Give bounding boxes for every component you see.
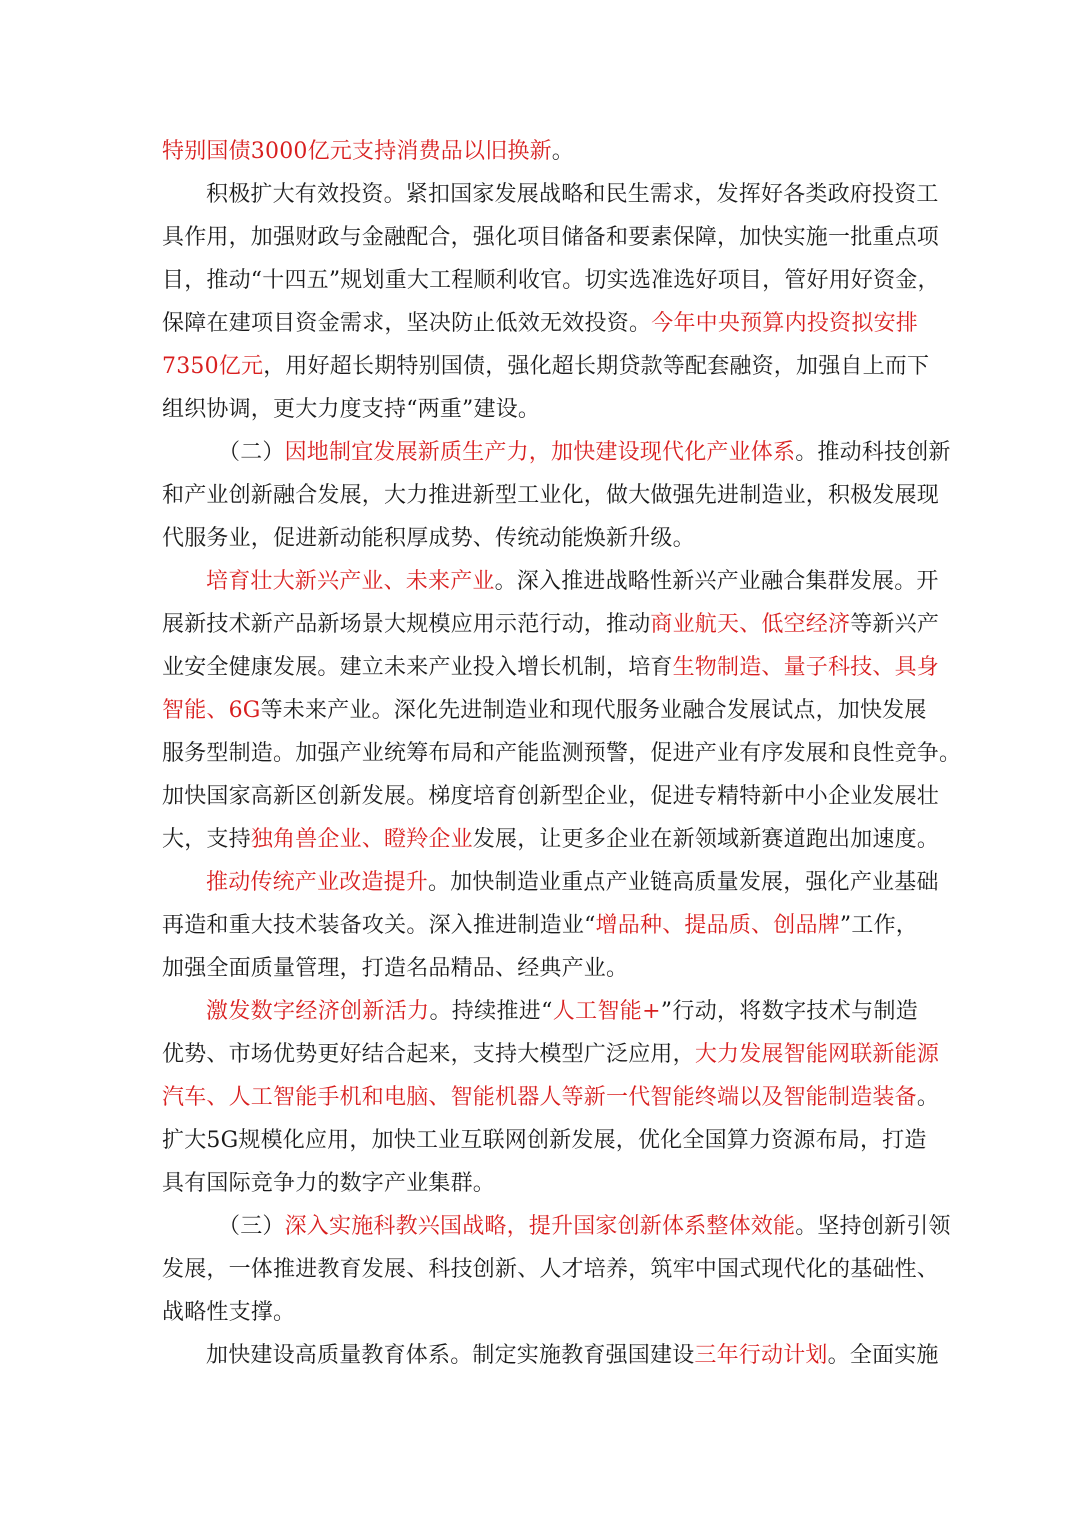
- highlighted-text: 汽车、人工智能手机和电脑、智能机器人等新一代智能终端以及智能制造装备: [162, 1085, 917, 1110]
- body-text: ”工作，: [839, 913, 918, 938]
- text-line: [162, 689, 927, 732]
- text-line: [162, 1033, 940, 1076]
- text-line: [162, 302, 918, 345]
- body-text: 战略性支撑。: [162, 1300, 296, 1325]
- body-text: 加快国家高新区创新发展。梯度培育创新型企业，促进专精特新中小企业发展壮: [162, 784, 940, 809]
- text-line: [162, 1205, 951, 1248]
- text-line: [162, 818, 940, 861]
- body-text: 等未来产业。深化先进制造业和现代服务业融合发展试点，加快发展: [260, 698, 927, 723]
- highlighted-text: 生物制造、量子科技、具身: [672, 655, 940, 680]
- body-text: ，用好超长期特别国债，强化超长期贷款等配套融资，加强自上而下: [263, 354, 930, 379]
- body-text: ”行动，将数字技术与制造: [660, 999, 918, 1024]
- body-text: 。持续推进“: [429, 999, 553, 1024]
- document-body: [162, 130, 962, 1377]
- body-text: 组织协调，更大力度支持“两重”建设。: [162, 397, 541, 422]
- text-line: [162, 431, 951, 474]
- text-line: [162, 259, 940, 302]
- body-text: 优势、市场优势更好结合起来，支持大模型广泛应用，: [162, 1042, 695, 1067]
- text-line: [162, 947, 918, 990]
- text-line: [162, 345, 930, 388]
- body-text: 和产业创新融合发展，大力推进新型工业化，做大做强先进制造业，积极发展现: [162, 483, 940, 508]
- body-text: 代服务业，促进新动能积厚成势、传统动能焕新升级。: [162, 526, 695, 551]
- text-line: [162, 216, 940, 259]
- highlighted-text: 三年行动计划: [694, 1343, 828, 1368]
- body-text: 等新兴产: [850, 612, 940, 637]
- body-text: 加快建设高质量教育体系。制定实施教育强国建设: [206, 1343, 695, 1368]
- text-line: [162, 388, 918, 431]
- body-text: （三）: [218, 1214, 285, 1239]
- body-text: 业安全健康发展。建立未来产业投入增长机制，培育: [162, 655, 673, 680]
- text-line: [162, 861, 939, 904]
- body-text: 。坚持创新引领: [795, 1214, 951, 1239]
- highlighted-text: 大力发展智能网联新能源: [694, 1042, 940, 1067]
- text-line: [162, 130, 918, 173]
- highlighted-text: 培育壮大新兴产业、未来产业: [206, 569, 495, 594]
- body-text: 积极扩大有效投资。紧扣国家发展战略和民生需求，发挥好各类政府投资工: [206, 182, 939, 207]
- body-text: 加强全面质量管理，打造名品精品、经典产业。: [162, 956, 629, 981]
- text-line: [162, 732, 962, 775]
- body-text: 具作用，加强财政与金融配合，强化项目储备和要素保障，加快实施一批重点项: [162, 225, 940, 250]
- text-line: [162, 904, 918, 947]
- text-line: [162, 1076, 940, 1119]
- text-line: [162, 560, 939, 603]
- highlighted-text: 7350亿元: [162, 354, 264, 379]
- highlighted-text: 深入实施科教兴国战略，提升国家创新体系整体效能: [284, 1214, 796, 1239]
- highlighted-text: 商业航天、低空经济: [650, 612, 851, 637]
- body-text: 发展，让更多企业在新领域新赛道跑出加速度。: [472, 827, 940, 852]
- text-line: [162, 990, 918, 1033]
- highlighted-text: 因地制宜发展新质生产力，加快建设现代化产业体系: [284, 440, 796, 465]
- highlighted-text: 特别国债3000亿元支持消费品以旧换新: [162, 139, 552, 164]
- body-text: （二）: [218, 440, 285, 465]
- body-text: 服务型制造。加强产业统筹布局和产能监测预警，促进产业有序发展和良性竞争。: [162, 741, 962, 766]
- highlighted-text: 增品种、提品质、创品牌: [595, 913, 840, 938]
- body-text: 。加快制造业重点产业链高质量发展，强化产业基础: [428, 870, 939, 895]
- body-text: 。: [551, 139, 574, 164]
- text-line: [162, 173, 939, 216]
- body-text: 。深入推进战略性新兴产业融合集群发展。开: [494, 569, 939, 594]
- text-line: [162, 1291, 918, 1334]
- body-text: 再造和重大技术装备攻关。深入推进制造业“: [162, 913, 596, 938]
- highlighted-text: 今年中央预算内投资拟安排: [651, 311, 918, 336]
- text-line: [162, 603, 940, 646]
- body-text: 发展，一体推进教育发展、科技创新、人才培养，筑牢中国式现代化的基础性、: [162, 1257, 940, 1282]
- highlighted-text: 独角兽企业、瞪羚企业: [250, 827, 473, 852]
- body-text: 保障在建项目资金需求，坚决防止低效无效投资。: [162, 311, 652, 336]
- text-line: [162, 1119, 927, 1162]
- body-text: 目，推动“十四五”规划重大工程顺利收官。切实选准选好项目，管好用好资金，: [162, 268, 940, 293]
- body-text: 扩大5G规模化应用，加快工业互联网创新发展，优化全国算力资源布局，打造: [162, 1128, 927, 1153]
- highlighted-text: 激发数字经济创新活力: [206, 999, 430, 1024]
- text-line: [162, 1248, 940, 1291]
- text-line: [162, 517, 918, 560]
- highlighted-text: 推动传统产业改造提升: [206, 870, 429, 895]
- text-line: [162, 1162, 918, 1205]
- text-line: [162, 646, 940, 689]
- highlighted-text: 智能、6G: [162, 698, 261, 723]
- text-line: [162, 474, 940, 517]
- body-text: 具有国际竞争力的数字产业集群。: [162, 1171, 496, 1196]
- text-line: [162, 775, 940, 818]
- text-line: [162, 1334, 939, 1377]
- body-text: 。推动科技创新: [795, 440, 951, 465]
- body-text: 。: [916, 1085, 940, 1110]
- body-text: 展新技术新产品新场景大规模应用示范行动，推动: [162, 612, 651, 637]
- body-text: 大，支持: [162, 827, 251, 852]
- body-text: 。全面实施: [827, 1343, 939, 1368]
- highlighted-text: 人工智能+: [552, 999, 661, 1024]
